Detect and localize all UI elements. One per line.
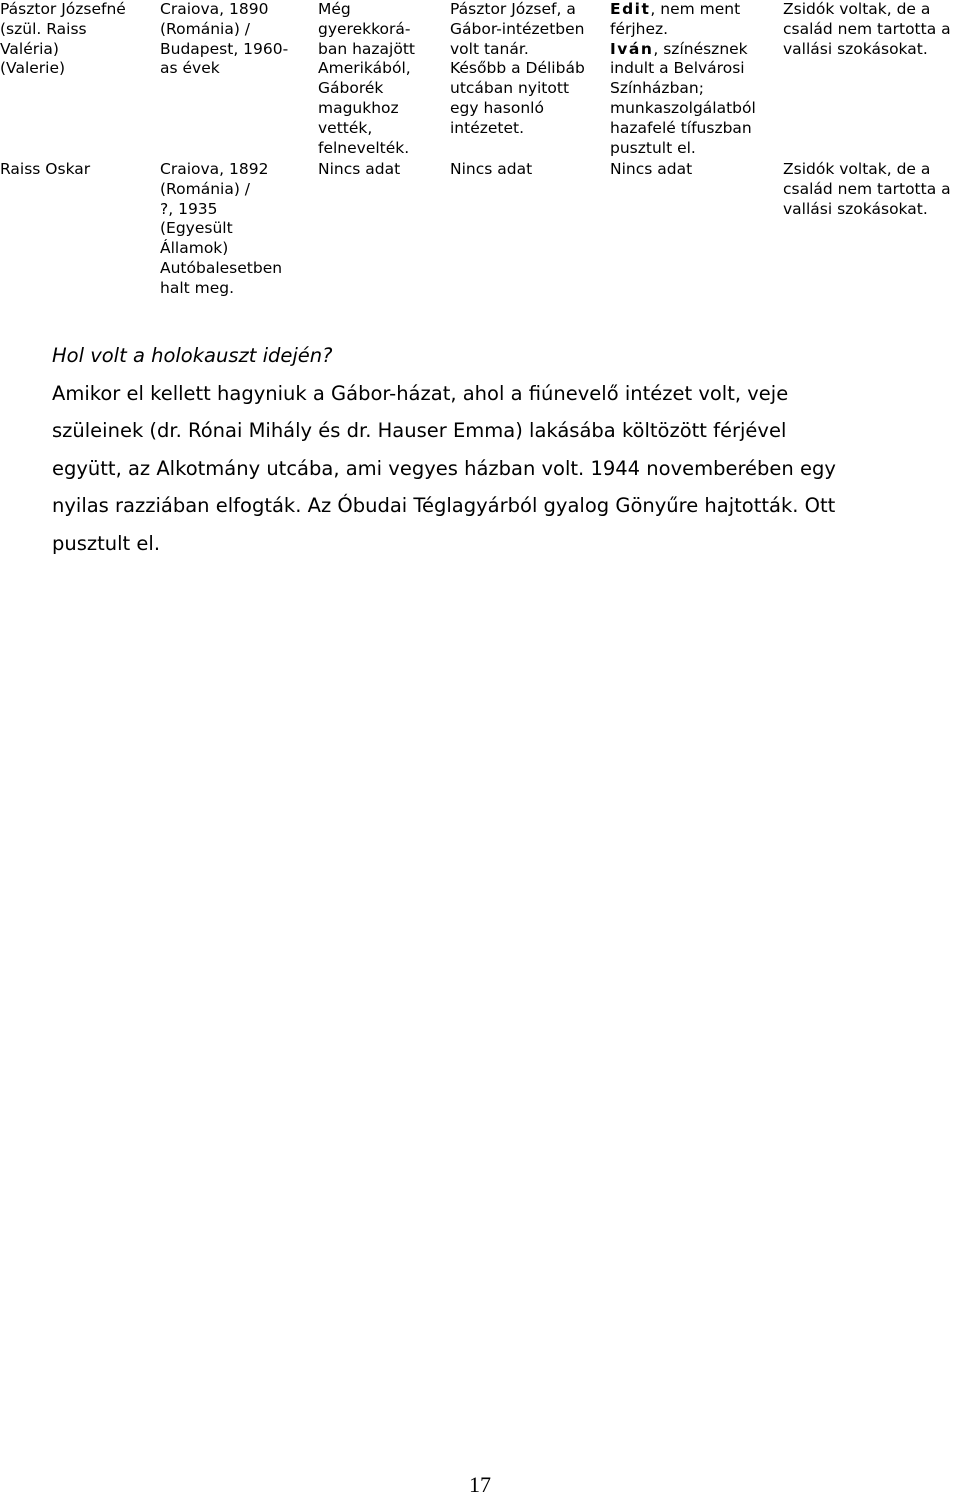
birth-death-cell: Craiova, 1892 (Románia) / ?, 1935 (Egyesült Államok) Autóbalesetben halt meg. <box>160 160 283 297</box>
religion-cell: Zsidók voltak, de a család nem tartotta a vallási szokásokat. <box>783 0 951 58</box>
name-cell: Raiss Oskar <box>0 160 91 178</box>
child-name-ivan: Iván <box>610 39 654 58</box>
holocaust-section <box>52 337 922 562</box>
spouse-cell: Pásztor József, a Gábor-intézetben volt tanár. Később a Délibáb utcában nyitott egy hasonló intézetet. <box>450 0 585 137</box>
childhood-cell: Nincs adat <box>318 160 401 178</box>
name-cell: Pásztor Józsefné (szül. Raiss Valéria) (Valerie) <box>0 0 126 78</box>
section-body: Amikor el kellett hagyniuk a Gábor-házat, ahol a fiúnevelő intézet volt, veje szüleinek (dr. Rónai Mihály és dr. Hauser Emma) lakásába költözött férjével együtt, az Alkotmány utcába, ami vegyes házban volt. 1944 novemberében egy nyilas razziában elfogták. Az Óbudai Téglagyárból gyalog Gönyűre hajtották. Ott pusztult el. <box>52 381 836 555</box>
child-text-ivan: , színésznek indult a Belvárosi Színházban; munkaszolgálatból hazafelé tífuszban pusztult el. <box>610 39 756 157</box>
children-cell <box>610 0 775 158</box>
spouse-cell: Nincs adat <box>450 160 533 178</box>
page-number: 17 <box>469 1472 491 1497</box>
section-heading: Hol volt a holokauszt idején? <box>52 344 333 367</box>
table-row <box>0 0 960 160</box>
child-text-edit: , nem ment férjhez. <box>610 0 741 38</box>
child-name-edit: Edit <box>610 0 651 18</box>
religion-cell: Zsidók voltak, de a család nem tartotta a vallási szokásokat. <box>783 160 951 218</box>
children-cell: Nincs adat <box>610 160 693 178</box>
birth-death-cell: Craiova, 1890 (Románia) / Budapest, 1960- as évek <box>160 0 289 78</box>
childhood-cell: Még gyerekkorá- ban hazajött Amerikából, Gáborék magukhoz vették, felnevelték. <box>318 0 415 157</box>
